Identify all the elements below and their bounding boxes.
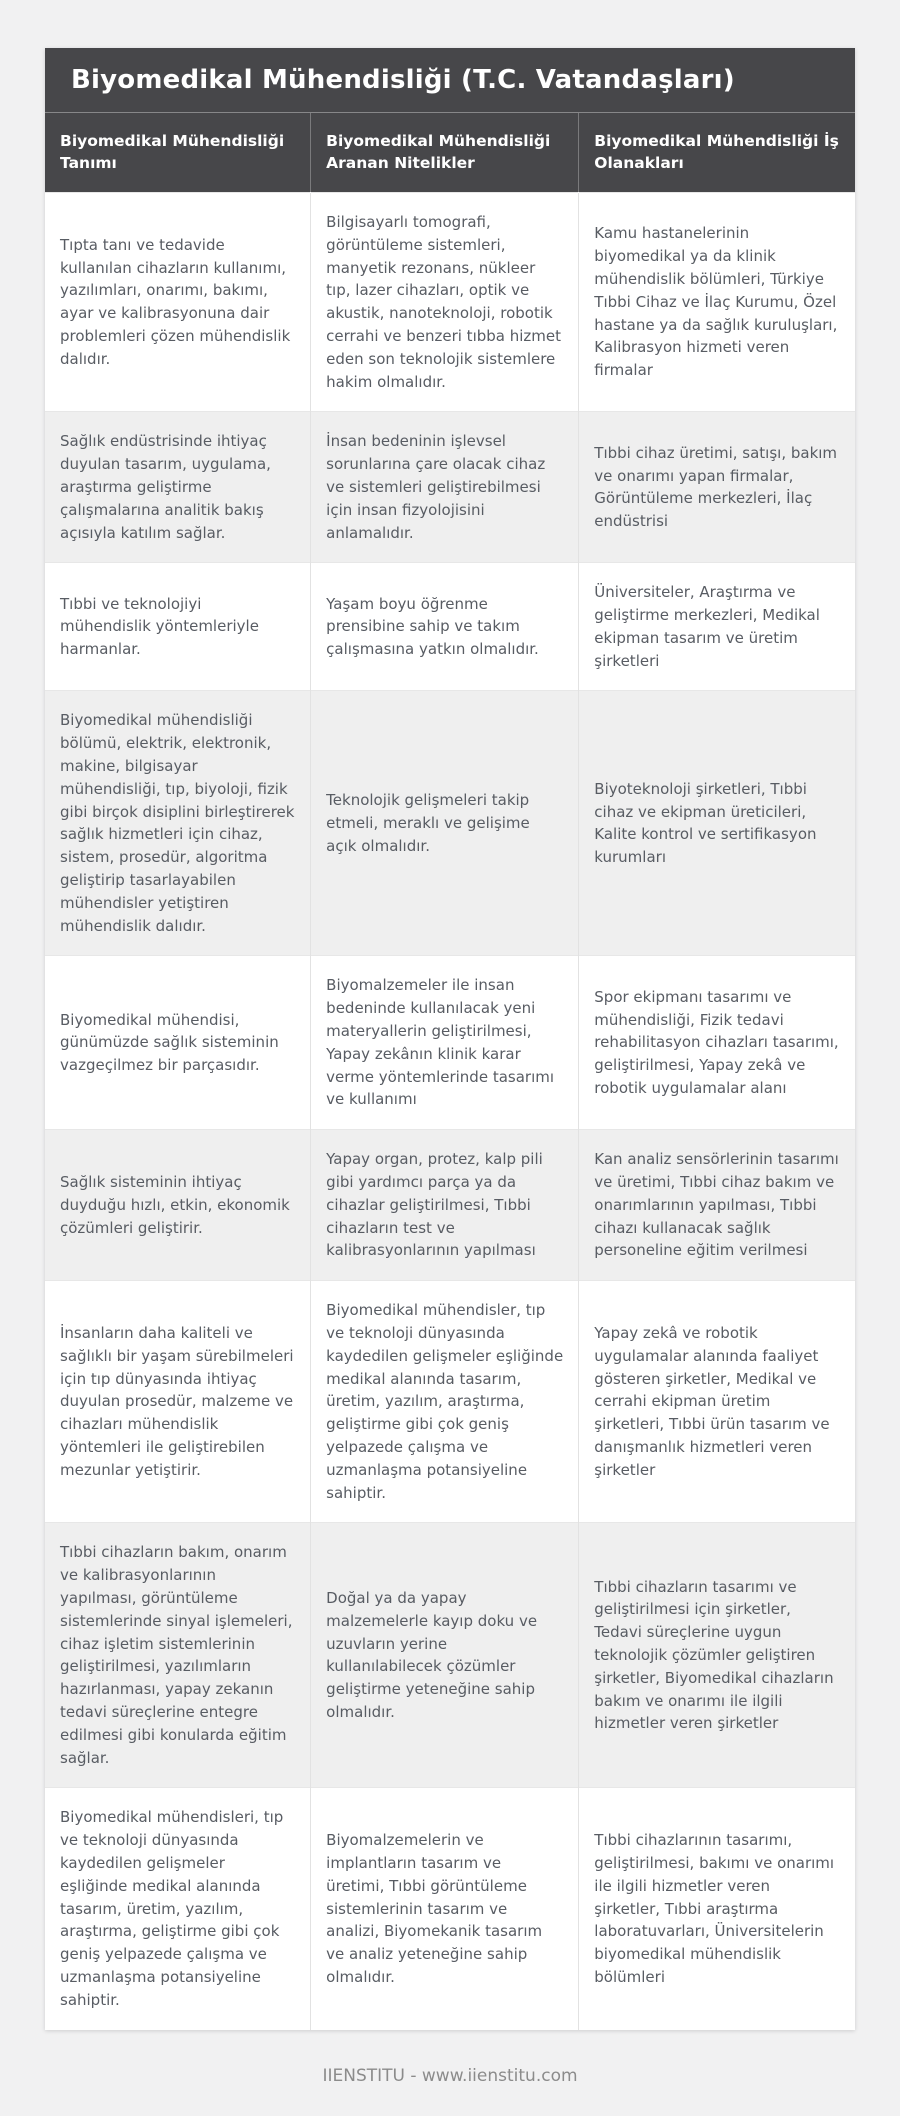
table-cell: Kamu hastanelerinin biyomedikal ya da klinik mühendislik bölümleri, Türkiye Tıbbi Cihaz ve İlaç Kurumu, Özel hastane ya da sağlık kuruluşları, Kalibrasyon hizmeti veren firmalar [579, 192, 855, 411]
table-cell: Kan analiz sensörlerinin tasarımı ve üretimi, Tıbbi cihaz bakım ve onarımlarının yapılması, Tıbbi cihazı kullanacak sağlık personeline eğitim verilmesi [579, 1130, 855, 1281]
column-header-job-opportunities: Biyomedikal Mühendisliği İş Olanakları [579, 113, 855, 192]
header-row [45, 113, 855, 192]
table-cell: Tıbbi cihaz üretimi, satışı, bakım ve onarımı yapan firmalar, Görüntüleme merkezleri, İlaç endüstrisi [579, 412, 855, 563]
page-title: Biyomedikal Mühendisliği (T.C. Vatandaşları) [71, 65, 735, 95]
table-cell: Biyoteknoloji şirketleri, Tıbbi cihaz ve ekipman üreticileri, Kalite kontrol ve sertifikasyon kurumları [579, 691, 855, 956]
table-row [45, 956, 855, 1130]
table-cell: Tıbbi ve teknolojiyi mühendislik yöntemleriyle harmanlar. [45, 563, 311, 691]
table-row [45, 1281, 855, 1523]
table-cell: Tıpta tanı ve tedavide kullanılan cihazların kullanımı, yazılımları, onarımı, bakımı, ayar ve kalibrasyonuna dair problemleri çözen mühendislik dalıdır. [45, 192, 311, 411]
info-table [45, 113, 855, 2030]
table-cell: Biyomedikal mühendisleri, tıp ve teknoloji dünyasında kaydedilen gelişmeler eşliğinde medikal alanında tasarım, üretim, yazılım, araştırma, geliştirme gibi çok geniş yelpazede çalışma ve uzmanlaşma potansiyeline sahiptir. [45, 1788, 311, 2030]
table-cell: Sağlık sisteminin ihtiyaç duyduğu hızlı, etkin, ekonomik çözümleri geliştirir. [45, 1130, 311, 1281]
table-cell: İnsanların daha kaliteli ve sağlıklı bir yaşam sürebilmeleri için tıp dünyasında ihtiyaç duyulan prosedür, malzeme ve cihazları mühendislik yöntemleri ile geliştirebilen mezunlar yetiştirir. [45, 1281, 311, 1523]
table-row [45, 192, 855, 411]
table-cell: Biyomalzemeler ile insan bedeninde kullanılacak yeni materyallerin geliştirilmesi, Yapay zekânın klinik karar verme yöntemlerinde tasarımı ve kullanımı [311, 956, 579, 1130]
table-cell: İnsan bedeninin işlevsel sorunlarına çare olacak cihaz ve sistemleri geliştirebilmesi için insan fizyolojisini anlamalıdır. [311, 412, 579, 563]
table-cell: Yapay zekâ ve robotik uygulamalar alanında faaliyet gösteren şirketler, Medikal ve cerrahi ekipman üretim şirketleri, Tıbbi ürün tasarım ve danışmanlık hizmetleri veren şirketler [579, 1281, 855, 1523]
table-cell: Biyomedikal mühendisler, tıp ve teknoloji dünyasında kaydedilen gelişmeler eşliğinde medikal alanında tasarım, üretim, yazılım, araştırma, geliştirme gibi çok geniş yelpazede çalışma ve uzmanlaşma potansiyeline sahiptir. [311, 1281, 579, 1523]
table-cell: Teknolojik gelişmeleri takip etmeli, meraklı ve gelişime açık olmalıdır. [311, 691, 579, 956]
table-body [45, 192, 855, 2029]
table-cell: Spor ekipmanı tasarımı ve mühendisliği, Fizik tedavi rehabilitasyon cihazları tasarımı, geliştirilmesi, Yapay zekâ ve robotik uygulamalar alanı [579, 956, 855, 1130]
table-cell: Bilgisayarlı tomografi, görüntüleme sistemleri, manyetik rezonans, nükleer tıp, lazer cihazları, optik ve akustik, nanoteknoloji, robotik cerrahi ve benzeri tıbba hizmet eden son teknolojik sistemlere hakim olmalıdır. [311, 192, 579, 411]
table-row [45, 563, 855, 691]
table-row [45, 1130, 855, 1281]
table-row [45, 1523, 855, 1788]
table-cell: Yaşam boyu öğrenme prensibine sahip ve takım çalışmasına yatkın olmalıdır. [311, 563, 579, 691]
table-row [45, 412, 855, 563]
table-cell: Tıbbi cihazlarının tasarımı, geliştirilmesi, bakımı ve onarımı ile ilgili hizmetler veren şirketler, Tıbbi araştırma laboratuvarları, Üniversitelerin biyomedikal mühendislik bölümleri [579, 1788, 855, 2030]
footer-credit: IIENSTITU - www.iienstitu.com [322, 2065, 578, 2086]
table-cell: Biyomalzemelerin ve implantların tasarım ve üretimi, Tıbbi görüntüleme sistemlerinin tasarım ve analizi, Biyomekanik tasarım ve analiz yeteneğine sahip olmalıdır. [311, 1788, 579, 2030]
table-cell: Biyomedikal mühendisi, günümüzde sağlık sisteminin vazgeçilmez bir parçasıdır. [45, 956, 311, 1130]
table-row [45, 1788, 855, 2030]
table-cell: Biyomedikal mühendisliği bölümü, elektrik, elektronik, makine, bilgisayar mühendisliği, tıp, biyoloji, fizik gibi birçok disiplini birleştirerek sağlık hizmetleri için cihaz, sistem, prosedür, algoritma geliştirip tasarlayabilen mühendisler yetiştiren mühendislik dalıdır. [45, 691, 311, 956]
table-row [45, 691, 855, 956]
table-cell: Üniversiteler, Araştırma ve geliştirme merkezleri, Medikal ekipman tasarım ve üretim şirketleri [579, 563, 855, 691]
table-cell: Sağlık endüstrisinde ihtiyaç duyulan tasarım, uygulama, araştırma geliştirme çalışmalarına analitik bakış açısıyla katılım sağlar. [45, 412, 311, 563]
table-cell: Yapay organ, protez, kalp pili gibi yardımcı parça ya da cihazlar geliştirilmesi, Tıbbi cihazların test ve kalibrasyonlarının yapılması [311, 1130, 579, 1281]
column-header-qualifications: Biyomedikal Mühendisliği Aranan Nitelikler [311, 113, 579, 192]
table-cell: Doğal ya da yapay malzemelerle kayıp doku ve uzuvların yerine kullanılabilecek çözümler geliştirme yeteneğine sahip olmalıdır. [311, 1523, 579, 1788]
column-header-definition: Biyomedikal Mühendisliği Tanımı [45, 113, 311, 192]
table-header [45, 113, 855, 192]
card-header [45, 48, 855, 113]
biomedical-info-card [45, 48, 855, 2030]
table-cell: Tıbbi cihazların tasarımı ve geliştirilmesi için şirketler, Tedavi süreçlerine uygun teknolojik çözümler geliştiren şirketler, Biyomedikal cihazların bakım ve onarımı ile ilgili hizmetler veren şirketler [579, 1523, 855, 1788]
table-cell: Tıbbi cihazların bakım, onarım ve kalibrasyonlarının yapılması, görüntüleme sistemlerinde sinyal işlemeleri, cihaz işletim sistemlerinin geliştirilmesi, yazılımların hazırlanması, yapay zekanın tedavi süreçlerine entegre edilmesi gibi konularda eğitim sağlar. [45, 1523, 311, 1788]
